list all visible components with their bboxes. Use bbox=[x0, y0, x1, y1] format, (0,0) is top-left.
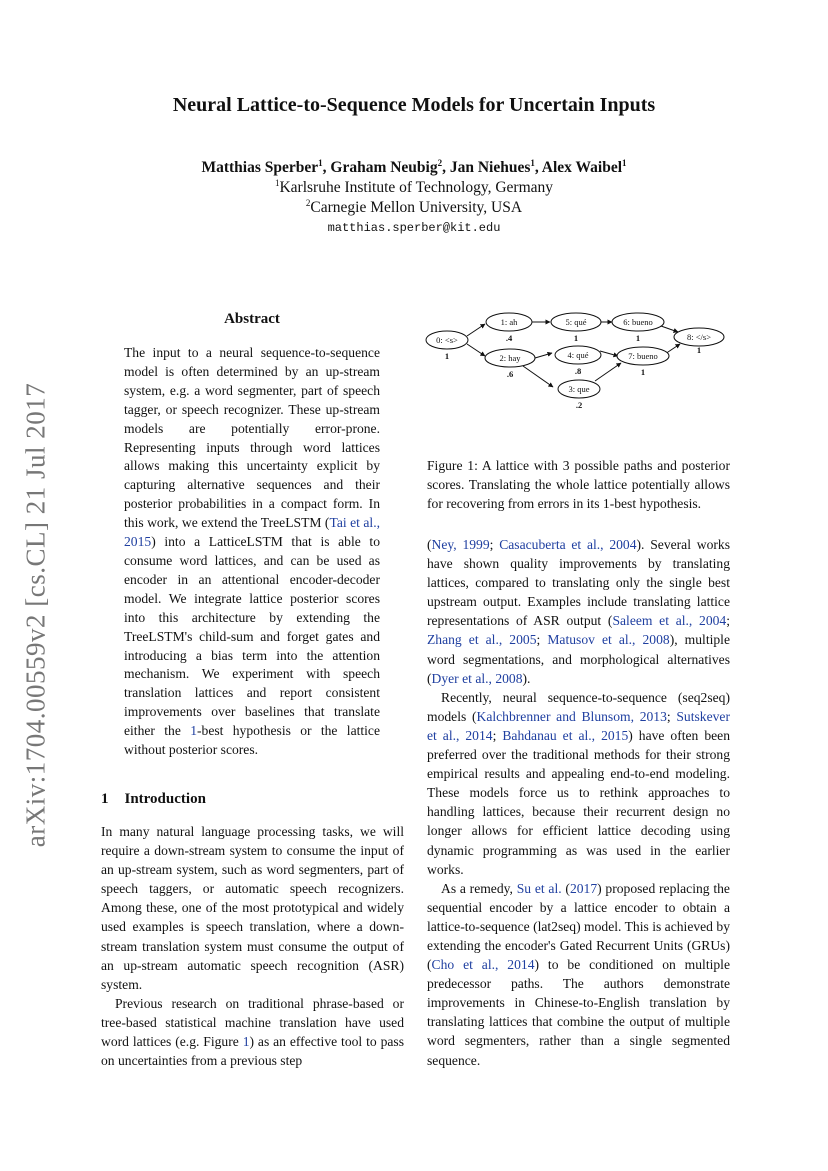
citation-link[interactable]: 2017 bbox=[569, 880, 598, 896]
paper-title: Neural Lattice-to-Sequence Models for Uncertain Inputs bbox=[172, 94, 656, 116]
node-score: .4 bbox=[505, 333, 513, 343]
lattice-edge bbox=[600, 351, 618, 356]
citation-link[interactable]: Saleem et al., 2004 bbox=[612, 613, 727, 629]
node-label: 4: qué bbox=[567, 350, 589, 360]
node-label: 0: <s> bbox=[436, 335, 458, 345]
citation-link[interactable]: Bahdanau et al., 2015 bbox=[502, 727, 629, 743]
citation-link[interactable]: Cho et al., 2014 bbox=[431, 957, 535, 973]
node-label: 8: </s> bbox=[687, 332, 711, 342]
paragraph: Recently, neural sequence-to-sequence (seq2seq) models (Kalchbrenner and Blunsom, 2013; Sutskever et al., 2014; Bahdanau et al., 2015) have often been preferred over the traditional methods for their strong empirical results and appealing end-to-end modeling. These models force us to rethink approaches to handling lattices, because their recurrent design no longer allows for efficient lattice decoding using dynamic programming as was used in the earlier works. bbox=[427, 689, 730, 877]
affiliation-name: Karlsruhe Institute of Technology, Germany bbox=[279, 179, 554, 197]
author-name: Graham Neubig bbox=[330, 159, 438, 177]
right-column-body bbox=[427, 535, 730, 1070]
author-list: Matthias Sperber$^1$, Graham Neubig$^2$, Jan Niehues$^1$, Alex Waibel$^1$ bbox=[201, 158, 627, 177]
citation-link[interactable]: 1 bbox=[190, 723, 197, 739]
author-affiliation-mark: 1 bbox=[622, 158, 627, 168]
node-label: 7: bueno bbox=[628, 351, 658, 361]
node-label: 1: ah bbox=[500, 317, 518, 327]
citation-link[interactable]: Kalchbrenner and Blunsom, 2013 bbox=[476, 708, 667, 724]
citation-link[interactable]: Su et al. bbox=[516, 880, 562, 896]
affiliation bbox=[0, 198, 828, 217]
lattice-edge bbox=[661, 326, 678, 332]
node-label: 3: que bbox=[568, 384, 590, 394]
citation-link[interactable]: Ney, 1999 bbox=[431, 537, 490, 552]
abstract-text-part: The input to a neural sequence-to-sequence model is often determined by an up-stream system, e.g. a word segmenter, part of speech tagger, or speech recognizer. These up-stream models are potentially error-prone. Representing inputs through word lattices allows making this uncertainty explicit by capturing alternative sequences and their posterior probabilities in a compact form. In this work, we extend the TreeLSTM (Tai et al., 2015) into a LatticeLSTM that is able to consume word lattices, and can be used as encoder in an attentional encoder-decoder model. We integrate lattice posterior scores into this architecture by extending the TreeLSTM's child-sum and forget gates and introducing a bias term into the attention mechanism. We experiment with speech translation lattices and report consistent improvements over baselines that translate either the 1-best hypothesis or the lattice without posterior scores. bbox=[124, 345, 380, 758]
affiliation-name: Carnegie Mellon University, USA bbox=[310, 199, 523, 217]
lattice-edge bbox=[467, 324, 485, 336]
citation-link[interactable]: Casacuberta et al., 2004 bbox=[499, 537, 637, 552]
lattice-edge bbox=[523, 366, 553, 387]
paragraph: In many natural language processing tasks, we will require a down-stream system to consume the input of an up-stream system, such as word segmenters, part of speech taggers, or automatic speech recognizers. Among these, one of the most prototypical and widely used examples is speech translation, where a down-stream translation system must consume the output of an up-stream automatic speech recognition (ASR) system. bbox=[101, 824, 404, 992]
paragraph: Previous research on traditional phrase-based or tree-based statistical machine translation have used word lattices (e.g. Figure 1) as an effective tool to pass on uncertainties from a previous step bbox=[101, 995, 404, 1069]
node-label: 2: hay bbox=[499, 353, 521, 363]
node-score: 1 bbox=[444, 351, 450, 361]
author-affiliation-mark: 2 bbox=[437, 158, 443, 168]
node-score: 1 bbox=[640, 367, 646, 377]
author-name: Matthias Sperber bbox=[201, 159, 319, 177]
lattice-figure bbox=[425, 308, 735, 416]
arxiv-identifier: arXiv:1704.00559v2 [cs.CL] 21 Jul 2017 bbox=[20, 382, 51, 848]
affiliation-number: 2 bbox=[305, 198, 311, 208]
node-score: .2 bbox=[575, 400, 583, 410]
paragraph: (Ney, 1999; Casacuberta et al., 2004). Several works have shown quality improvements by translating lattices, compared to translating only the single best upstream output. Examples include translating lattice representations of ASR output (Saleem et al., 2004; Zhang et al., 2005; Matusov et al., 2008), multiple word segmentations, and morphological alternatives (Dyer et al., 2008). bbox=[427, 537, 731, 686]
abstract-heading: Abstract bbox=[224, 311, 280, 327]
citation-link[interactable]: Tai et al., 2015 bbox=[124, 515, 380, 550]
citation-link[interactable]: Dyer et al., 2008 bbox=[431, 670, 523, 686]
author-affiliation-mark: 1 bbox=[318, 158, 323, 168]
node-label: 5: qué bbox=[565, 317, 587, 327]
affiliation bbox=[0, 178, 828, 197]
node-score: .6 bbox=[506, 369, 514, 379]
section-number: 1 bbox=[101, 791, 109, 807]
citation-link[interactable]: 1 bbox=[242, 1034, 250, 1050]
section-heading bbox=[101, 791, 206, 808]
citation-link[interactable]: Sutskever et al., 2014 bbox=[427, 708, 730, 743]
author-email[interactable]: matthias.sperber@kit.edu bbox=[327, 221, 501, 235]
node-label: 6: bueno bbox=[623, 317, 653, 327]
lattice-edge bbox=[595, 363, 621, 381]
author-name: Alex Waibel bbox=[541, 159, 623, 177]
node-score: .8 bbox=[574, 366, 582, 376]
section-title: Introduction bbox=[124, 791, 206, 807]
affiliation-number: 1 bbox=[274, 178, 280, 188]
lattice-edge bbox=[535, 353, 552, 358]
abstract-text bbox=[124, 344, 380, 760]
author-affiliation-mark: 1 bbox=[530, 158, 535, 168]
paragraph: As a remedy, Su et al. (2017) proposed replacing the sequential encoder by a lattice encoder to obtain a lattice-to-sequence (lat2seq) model. This is achieved by extending the encoder's Gated Recurrent Units (GRUs) (Cho et al., 2014) to be conditioned on multiple predecessor paths. The authors demonstrate improvements in Chinese-to-English translation by translating lattices that combine the output of multiple word segmenters, rather than a single segmented sequence. bbox=[427, 880, 730, 1068]
figure-caption: Figure 1: A lattice with 3 possible paths and posterior scores. Translating the whole lattice potentially allows for recovering from errors in its 1-best hypothesis. bbox=[427, 458, 730, 511]
lattice-edge bbox=[467, 344, 485, 356]
citation-link[interactable]: Zhang et al., 2005 bbox=[427, 632, 537, 648]
author-name: Jan Niehues bbox=[449, 159, 531, 177]
citation-link[interactable]: Matusov et al., 2008 bbox=[547, 632, 670, 648]
lattice-diagram bbox=[425, 308, 735, 416]
node-score: 1 bbox=[635, 333, 641, 343]
node-score: 1 bbox=[573, 333, 579, 343]
left-column-body bbox=[101, 822, 404, 1070]
node-score: 1 bbox=[696, 345, 702, 355]
